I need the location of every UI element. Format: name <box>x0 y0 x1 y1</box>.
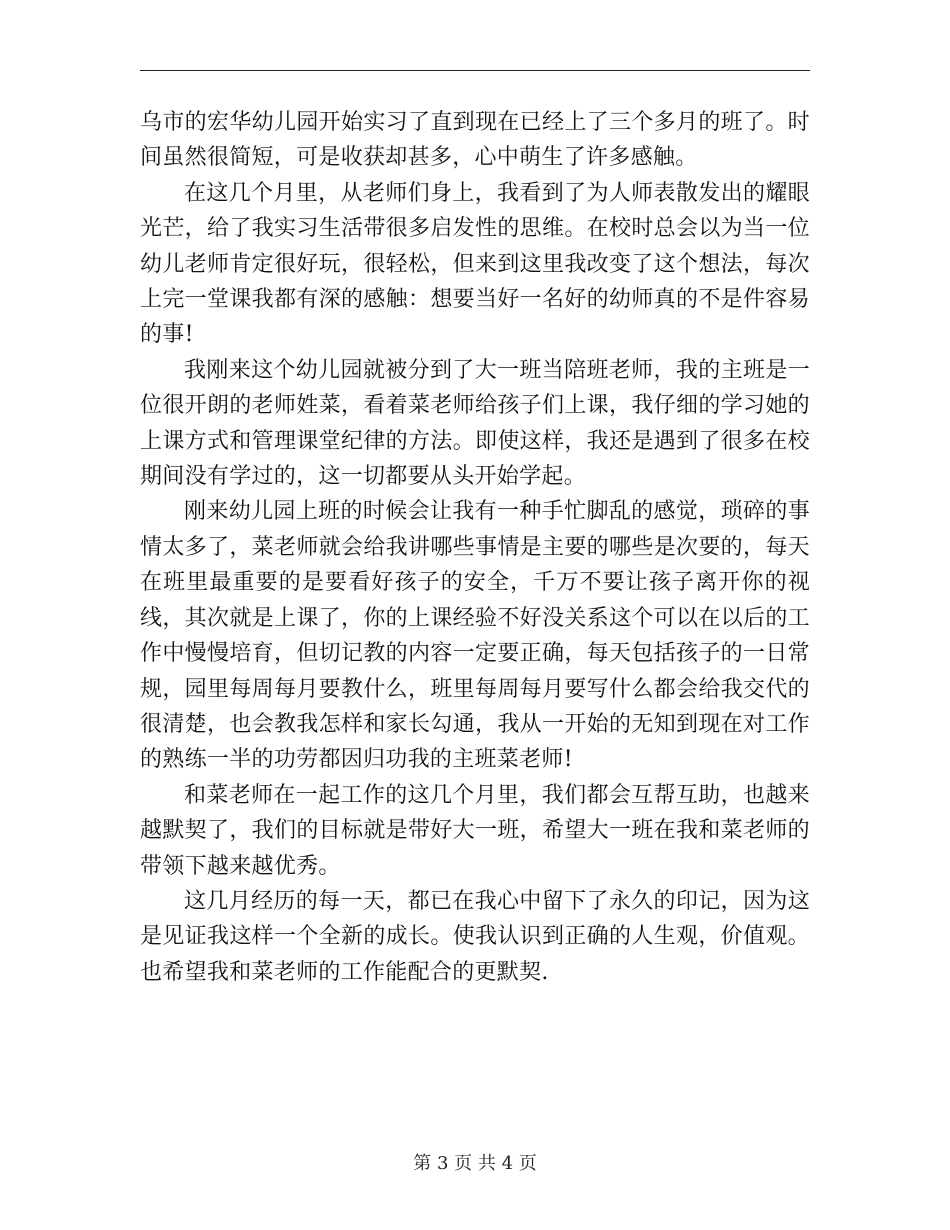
paragraph-2: 在这几个月里，从老师们身上，我看到了为人师表散发出的耀眼光芒，给了我实习生活带很多启发性的思维。在校时总会以为当一位幼儿老师肯定很好玩，很轻松，但来到这里我改变了这个想法，每次上完一堂课我都有深的感触：想要当好一名好的幼师真的不是件容易的事! <box>140 180 810 348</box>
paragraph-1: 乌市的宏华幼儿园开始实习了直到现在已经上了三个多月的班了。时间虽然很简短，可是收获却甚多，心中萌生了许多感触。 <box>140 110 810 171</box>
document-body <box>140 105 810 990</box>
paragraph-3: 我刚来这个幼儿园就被分到了大一班当陪班老师，我的主班是一位很开朗的老师姓菜，看着菜老师给孩子们上课，我仔细的学习她的上课方式和管理课堂纪律的方法。即使这样，我还是遇到了很多在校期间没有学过的，这一切都要从头开始学起。 <box>140 357 810 490</box>
paragraph-6: 这几月经历的每一天，都已在我心中留下了永久的印记，因为这是见证我这样一个全新的成长。使我认识到正确的人生观，价值观。也希望我和菜老师的工作能配合的更默契. <box>140 888 810 985</box>
paragraph-4: 刚来幼儿园上班的时候会让我有一种手忙脚乱的感觉，琐碎的事情太多了，菜老师就会给我讲哪些事情是主要的哪些是次要的，每天在班里最重要的是要看好孩子的安全，千万不要让孩子离开你的视线，其次就是上课了，你的上课经验不好没关系这个可以在以后的工作中慢慢培育，但切记教的内容一定要正确，每天包括孩子的一日常规，园里每周每月要教什么，班里每周每月要写什么都会给我交代的很清楚，也会教我怎样和家长勾通，我从一开始的无知到现在对工作的熟练一半的功劳都因归功我的主班菜老师! <box>140 499 810 773</box>
header-rule <box>140 70 810 71</box>
paragraph-5: 和菜老师在一起工作的这几个月里，我们都会互帮互助，也越来越默契了，我们的目标就是带好大一班，希望大一班在我和菜老师的带领下越来越优秀。 <box>140 782 810 879</box>
page-number-footer: 第 3 页 共 4 页 <box>413 1153 537 1174</box>
